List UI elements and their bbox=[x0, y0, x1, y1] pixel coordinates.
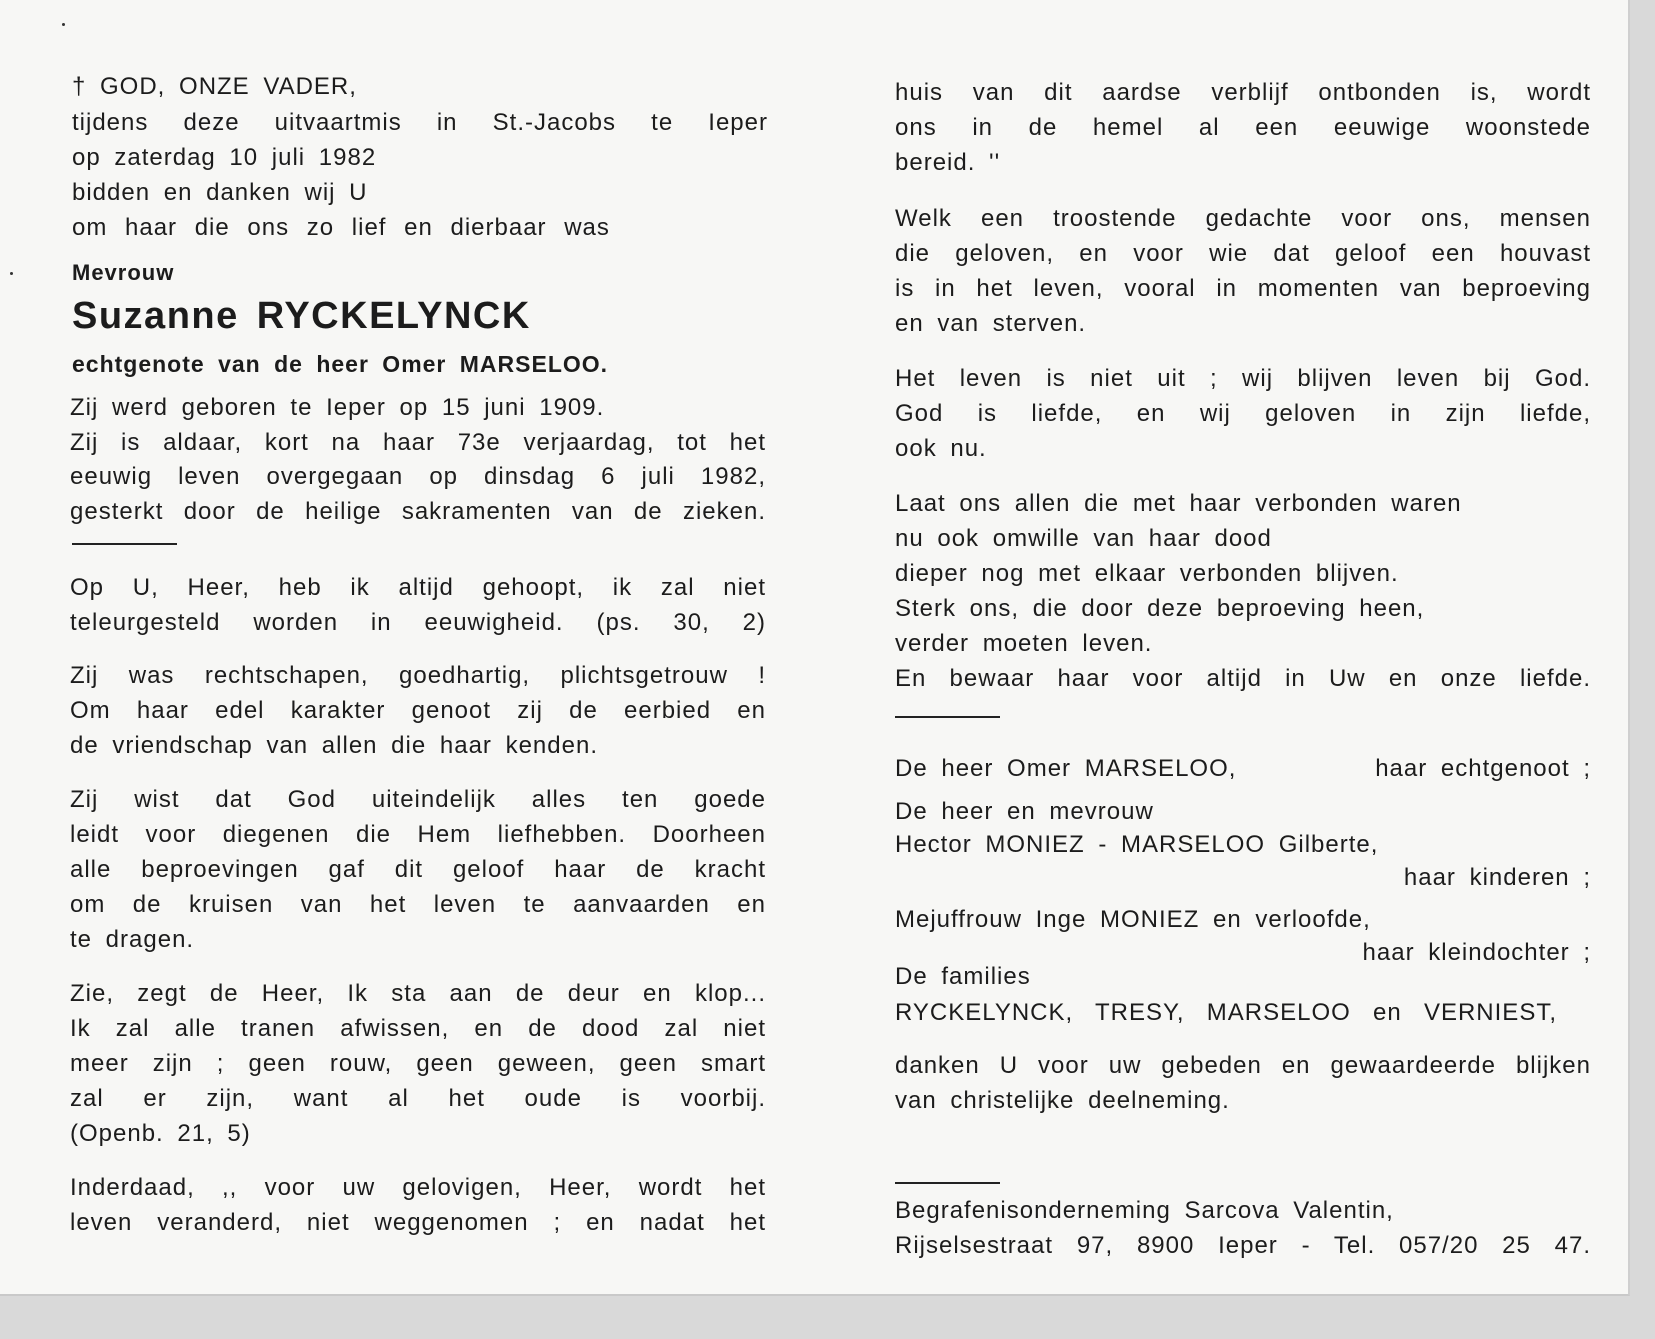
family-grandchild-name: Mejuffrouw Inge MONIEZ en verloofde, bbox=[895, 906, 1371, 933]
psalm-line: teleurgesteld worden in eeuwigheid. (ps. 30, 2) bbox=[70, 609, 766, 636]
continuation-line: huis van dit aardse verblijf ontbonden is, wordt bbox=[895, 79, 1591, 106]
undertaker-line: Begrafenisonderneming Sarcova Valentin, bbox=[895, 1197, 1394, 1224]
comfort-line: Welk een troostende gedachte voor ons, mensen bbox=[895, 205, 1591, 232]
together-line: Sterk ons, die door deze beproeving heen, bbox=[895, 595, 1425, 622]
divider bbox=[895, 716, 1000, 718]
character-line: Om haar edel karakter genoot zij de eerbied en bbox=[70, 697, 766, 724]
revelation-line: Zie, zegt de Heer, Ik sta aan de deur en klop... bbox=[70, 980, 766, 1007]
prayer-line: tijdens deze uitvaartmis in St.-Jacobs te Ieper bbox=[72, 109, 768, 136]
spouse-line: echtgenote van de heer Omer MARSELOO. bbox=[72, 351, 609, 377]
together-line: verder moeten leven. bbox=[895, 630, 1153, 657]
honorific: Mevrouw bbox=[72, 260, 175, 285]
faith-line: leidt voor diegenen die Hem liefhebben. Doorheen bbox=[70, 821, 766, 848]
revelation-line: (Openb. 21, 5) bbox=[70, 1120, 251, 1147]
together-line: Laat ons allen die met haar verbonden waren bbox=[895, 490, 1462, 517]
family-children-intro: De heer en mevrouw bbox=[895, 798, 1154, 825]
character-line: Zij was rechtschapen, goedhartig, plichtsgetrouw ! bbox=[70, 662, 766, 689]
bio-line: eeuwig leven overgegaan op dinsdag 6 juli 1982, bbox=[70, 463, 766, 490]
family-spouse-role: haar echtgenoot ; bbox=[1375, 755, 1591, 782]
family-families-names: RYCKELYNCK, TRESY, MARSELOO en VERNIEST, bbox=[895, 999, 1557, 1026]
family-spouse-name: De heer Omer MARSELOO, bbox=[895, 755, 1237, 782]
comfort-line: en van sterven. bbox=[895, 310, 1087, 337]
prayer-line: † GOD, ONZE VADER, bbox=[72, 73, 357, 100]
divider bbox=[895, 1182, 1000, 1184]
comfort-line: die geloven, en voor wie dat geloof een houvast bbox=[895, 240, 1591, 267]
prayer-line: op zaterdag 10 juli 1982 bbox=[72, 144, 377, 171]
bio-line: Zij werd geboren te Ieper op 15 juni 1909. bbox=[70, 394, 605, 421]
indeed-line: leven veranderd, niet weggenomen ; en nadat het bbox=[70, 1209, 766, 1236]
faith-line: alle beproevingen gaf dit geloof haar de kracht bbox=[70, 856, 766, 883]
indeed-line: Inderdaad, ,, voor uw gelovigen, Heer, wordt het bbox=[70, 1174, 766, 1201]
speck bbox=[62, 23, 65, 26]
speck bbox=[10, 272, 13, 275]
life-line: Het leven is niet uit ; wij blijven leven bij God. bbox=[895, 365, 1591, 392]
thanks-line: van christelijke deelneming. bbox=[895, 1087, 1230, 1114]
together-line: nu ook omwille van haar dood bbox=[895, 525, 1272, 552]
life-line: ook nu. bbox=[895, 435, 987, 462]
divider bbox=[72, 543, 177, 545]
deceased-name: Suzanne RYCKELYNCK bbox=[72, 295, 531, 337]
family-families-intro: De families bbox=[895, 963, 1031, 990]
prayer-line: om haar die ons zo lief en dierbaar was bbox=[72, 214, 610, 241]
revelation-line: Ik zal alle tranen afwissen, en de dood zal niet bbox=[70, 1015, 766, 1042]
together-line: dieper nog met elkaar verbonden blijven. bbox=[895, 560, 1399, 587]
psalm-line: Op U, Heer, heb ik altijd gehoopt, ik zal niet bbox=[70, 574, 766, 601]
bio-line: Zij is aldaar, kort na haar 73e verjaardag, tot het bbox=[70, 429, 766, 456]
continuation-line: ons in de hemel al een eeuwige woonstede bbox=[895, 114, 1591, 141]
together-line: En bewaar haar voor altijd in Uw en onze liefde. bbox=[895, 665, 1591, 692]
continuation-line: bereid. '' bbox=[895, 149, 1001, 176]
faith-line: om de kruisen van het leven te aanvaarden en bbox=[70, 891, 766, 918]
faith-line: te dragen. bbox=[70, 926, 195, 953]
faith-line: Zij wist dat God uiteindelijk alles ten goede bbox=[70, 786, 766, 813]
revelation-line: zal er zijn, want al het oude is voorbij. bbox=[70, 1085, 766, 1112]
family-children-role: haar kinderen ; bbox=[1403, 864, 1591, 891]
family-children-name: Hector MONIEZ - MARSELOO Gilberte, bbox=[895, 831, 1379, 858]
thanks-line: danken U voor uw gebeden en gewaardeerde blijken bbox=[895, 1052, 1591, 1079]
bio-line: gesterkt door de heilige sakramenten van de zieken. bbox=[70, 498, 766, 525]
family-grandchild-role: haar kleindochter ; bbox=[1362, 939, 1591, 966]
revelation-line: meer zijn ; geen rouw, geen geween, geen smart bbox=[70, 1050, 766, 1077]
undertaker-line: Rijselsestraat 97, 8900 Ieper - Tel. 057/20 25 47. bbox=[895, 1232, 1591, 1259]
prayer-line: bidden en danken wij U bbox=[72, 179, 368, 206]
comfort-line: is in het leven, vooral in momenten van beproeving bbox=[895, 275, 1591, 302]
character-line: de vriendschap van allen die haar kenden. bbox=[70, 732, 598, 759]
life-line: God is liefde, en wij geloven in zijn liefde, bbox=[895, 400, 1591, 427]
